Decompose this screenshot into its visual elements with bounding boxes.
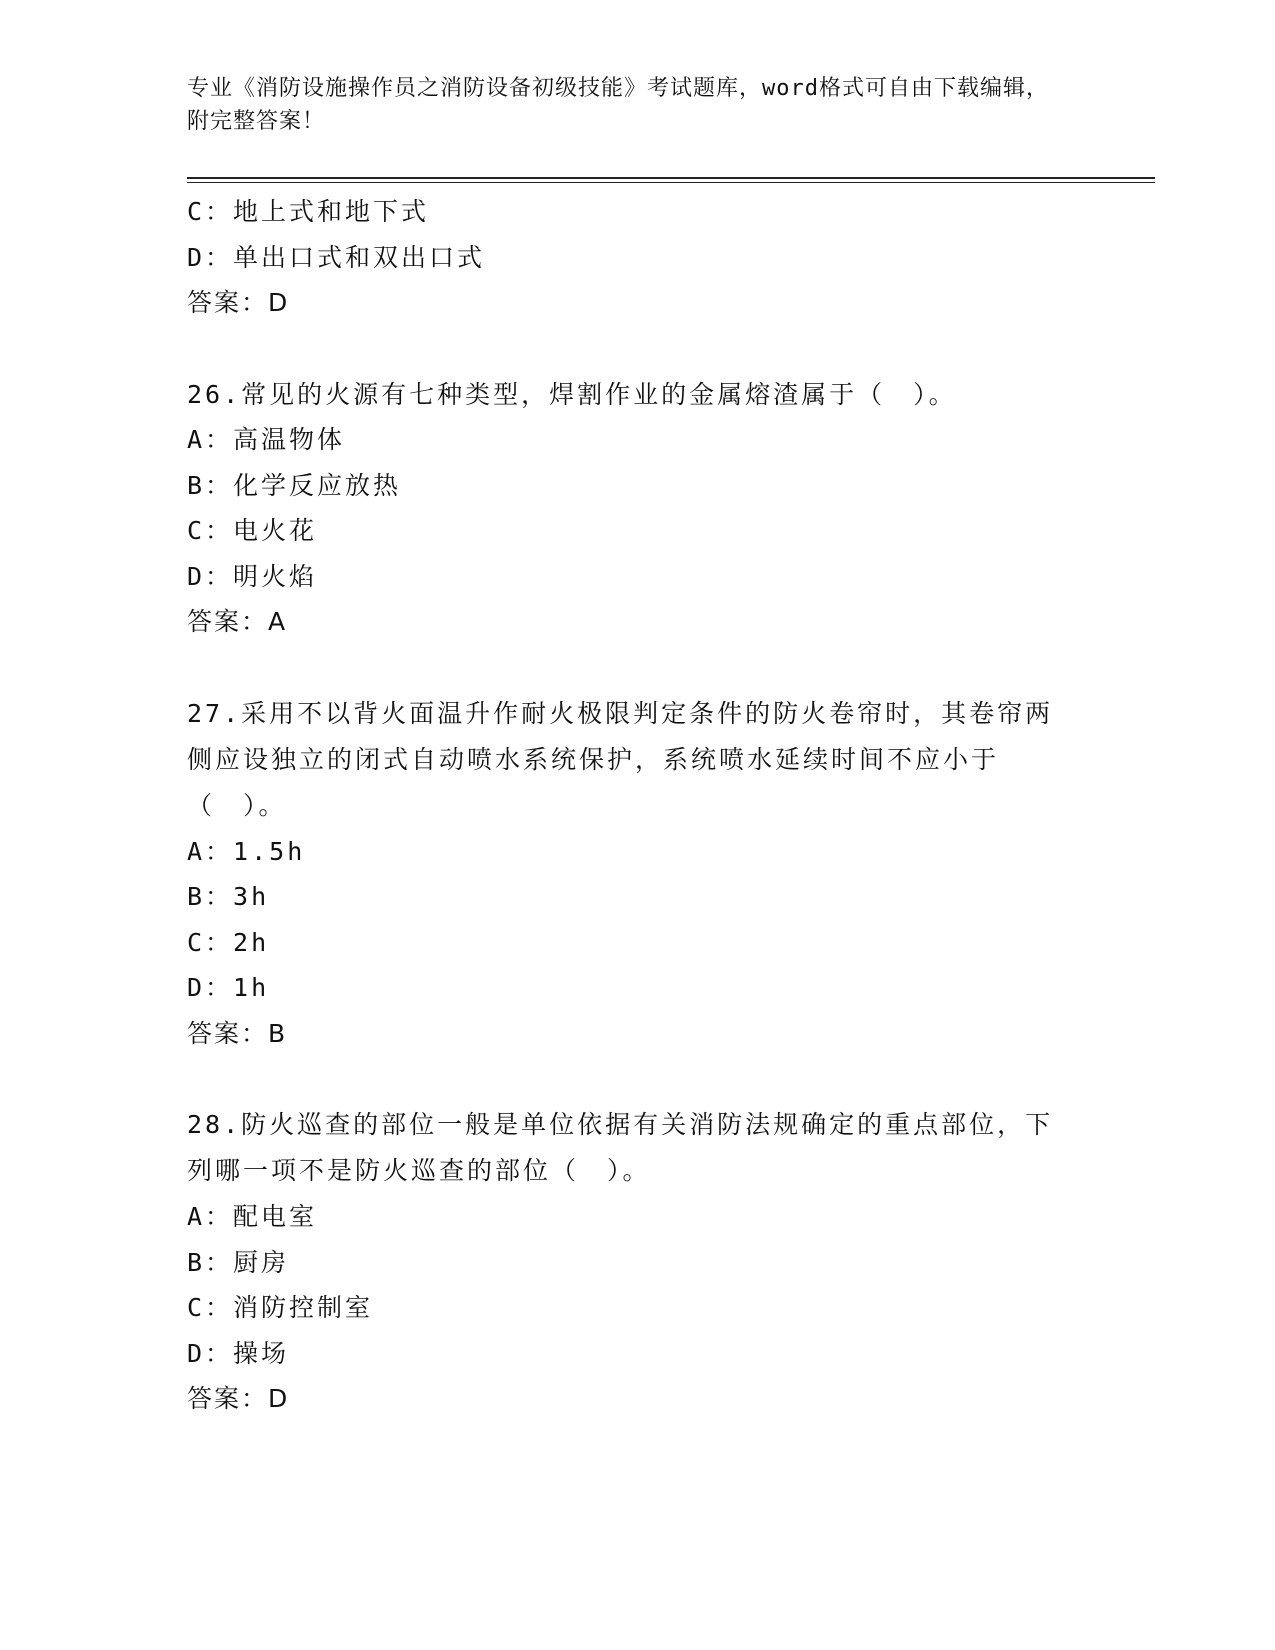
option-d: D：明火焰 (187, 561, 318, 591)
header-divider-thin (187, 182, 1155, 183)
option-d: D：1h (187, 973, 270, 1002)
option-b: B：化学反应放热 (187, 470, 402, 500)
option-a: A：1.5h (187, 836, 306, 866)
question-stem: 28.防火巡查的部位一般是单位依据有关消防法规确定的重点部位，下列哪一项不是防火巡查的部位（ ）。 (187, 1110, 1054, 1185)
option-c: C：地上式和地下式 (187, 197, 430, 226)
option-b: B：厨房 (187, 1247, 290, 1277)
document-header: 专业《消防设施操作员之消防设备初级技能》考试题库，word格式可自由下载编辑，附完整答案！ (187, 76, 1049, 134)
option-a: A：高温物体 (187, 425, 346, 454)
option-d: D：操场 (187, 1338, 290, 1368)
answer-line: 答案：D (187, 1384, 290, 1413)
question-stem: 27.采用不以背火面温升作耐火极限判定条件的防火卷帘时，其卷帘两侧应设独立的闭式自动喷水系统保护，系统喷水延续时间不应小于（ ）。 (187, 698, 1054, 820)
answer-line: 答案：B (187, 1018, 288, 1048)
spacer (187, 645, 1087, 691)
question-26 (187, 372, 1087, 645)
question-28 (187, 1102, 1087, 1422)
header-divider-thick (187, 177, 1155, 179)
spacer (187, 326, 1087, 372)
option-d: D：单出口式和双出口式 (187, 242, 486, 272)
question-25-tail (187, 189, 1087, 326)
option-c: C：2h (187, 927, 270, 957)
question-stem: 26.常见的火源有七种类型，焊割作业的金属熔渣属于（ ）。 (187, 379, 957, 409)
spacer (187, 1056, 1087, 1102)
answer-line: 答案：A (187, 607, 288, 636)
question-27 (187, 691, 1087, 1057)
option-c: C：电火花 (187, 516, 318, 545)
option-c: C：消防控制室 (187, 1293, 374, 1322)
option-a: A：配电室 (187, 1202, 318, 1231)
option-b: B：3h (187, 882, 270, 911)
answer-line: 答案：D (187, 288, 290, 317)
question-list (187, 189, 1087, 1422)
